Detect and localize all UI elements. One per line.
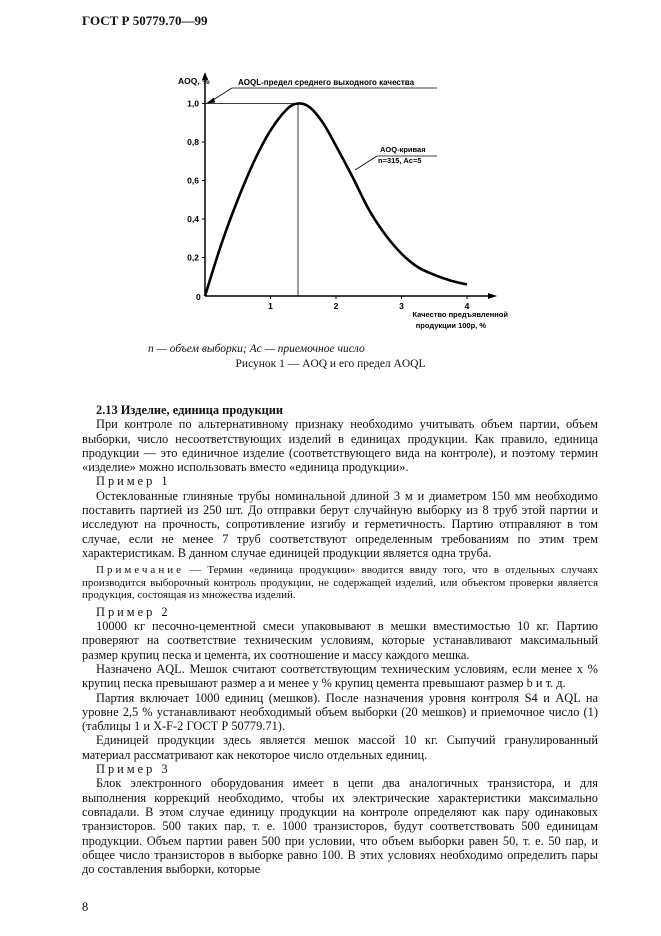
x-tick-label: 3 (399, 301, 404, 311)
example-1-label: Пример 1 (96, 474, 171, 489)
paragraph: Единицей продукции здесь является мешок массой 10 кг. Сыпучий гранулированный материал рассматривают как некоторое число отдельных единиц. (82, 733, 598, 762)
y-tick-label: 0,4 (187, 214, 199, 224)
chart-marks (205, 88, 467, 296)
note (82, 564, 598, 602)
example-3-label: Пример 3 (96, 762, 171, 777)
x-tick-label: 1 (268, 301, 273, 311)
y-tick-label: 1,0 (187, 98, 199, 109)
xlabel-line2: продукции 100р, % (415, 321, 486, 330)
chart-axes (187, 72, 497, 311)
paragraph: Партия включает 1000 единиц (мешков). После назначения уровня контроля S4 и AQL на уровне 2,5 % устанавливают необходимый объем выборки (20 мешков) и приемочное число (1) (таблицы 1 и X-F-2 ГОСТ Р 50779.71). (82, 690, 598, 734)
figure-caption: Рисунок 1 — AOQ и его предел AOQL (235, 358, 426, 370)
legend-text: n — объем выборки; Ac — приемочное число (148, 343, 365, 355)
section-heading: 2.13 Изделие, единица продукции (96, 403, 284, 417)
paragraph: Назначено AQL. Мешок считают соответствующим техническим условиям, если менее x % крупиц песка превышают размер a и менее y % крупиц цемента превышают размер b и т. д. (82, 661, 598, 691)
note-label: Примечание (96, 564, 184, 577)
curve-leader-line (355, 156, 377, 170)
y-axis-label: AOQ, % (178, 76, 210, 86)
x-axis-arrow (488, 293, 497, 299)
x-tick-label: 4 (464, 301, 470, 311)
example-2-label: Пример 2 (96, 604, 171, 619)
paragraph: 10000 кг песочно-цементной смеси упаковывают в мешки вместимостью 10 кг. Партию проверяют на соответствие техническим условиям, которые устанавливают максимальный размер крупиц песка и цемента, их соотношение и массу каждого мешка. (82, 619, 598, 662)
origin-label: 0 (196, 292, 201, 302)
aoql-label: AOQL-предел среднего выходного качества (238, 78, 415, 87)
note-text: — Термин «единица продукции» вводится ввиду того, что в отдельных случаях производится выборочный контроль продукции, не содержащей изделий, или объектом проверки является продукция, состоящая из множества изделий. (82, 564, 598, 602)
curve-label-1: AOQ-кривая (380, 145, 426, 154)
y-tick-label: 0,6 (187, 175, 199, 186)
x-tick-label: 2 (333, 301, 339, 311)
y-tick-label: 0,2 (187, 252, 199, 263)
y-tick-label: 0,8 (187, 137, 199, 147)
paragraph: При контроле по альтернативному признаку необходимо учитывать объем партии, объем выборки, число несоответствующих изделий в единицах продукции. Как правило, единица продукции — это единичное изделие (соответствующего вида на контроле), и поэтому термин «изделие» можно использовать вместо «единица продукции». (82, 417, 598, 475)
curve-label-2: n=315, Ac=5 (378, 156, 422, 165)
document-header: ГОСТ Р 50779.70—99 (82, 13, 208, 28)
paragraph: Блок электронного оборудования имеет в цепи два аналогичных транзистора, и для выполнения коррекций необходимо, чтобы их электрические характеристики максимально совпадали. В этом случае единицу продукции на контроле определяют как пару одинаковых транзисторов. 500 таких пар, т. е. 1000 транзисторов, будут соответствовать 500 единицам продукции. Объем партии равен 500 при условии, что объем выборки равен 50, т. е. 50 пар, и общее число транзисторов в выборке равно 100. В этих условиях необходимо определить пары до составления выборки, которые (82, 776, 598, 877)
paragraph: Остеклованные глиняные трубы номинальной длиной 3 м и диаметром 150 мм необходимо поставить партией из 250 шт. До отправки берут случайную выборку из 8 труб этой партии и исследуют на прочность, сопротивление изгибу и герметичность. Партию отправляют в том случае, если не менее 7 труб соответствуют определенным требованиям по этим трем характеристикам. В данном случае единицей продукции является одна труба. (82, 488, 598, 560)
section-body (82, 403, 598, 876)
aoq-curve (205, 103, 467, 296)
figure-legend (148, 343, 365, 355)
page-number: 8 (82, 900, 89, 914)
aoql-arrowhead (206, 98, 215, 104)
aoq-chart (150, 60, 510, 345)
xlabel-line1: Качество предъявленной (412, 310, 508, 319)
